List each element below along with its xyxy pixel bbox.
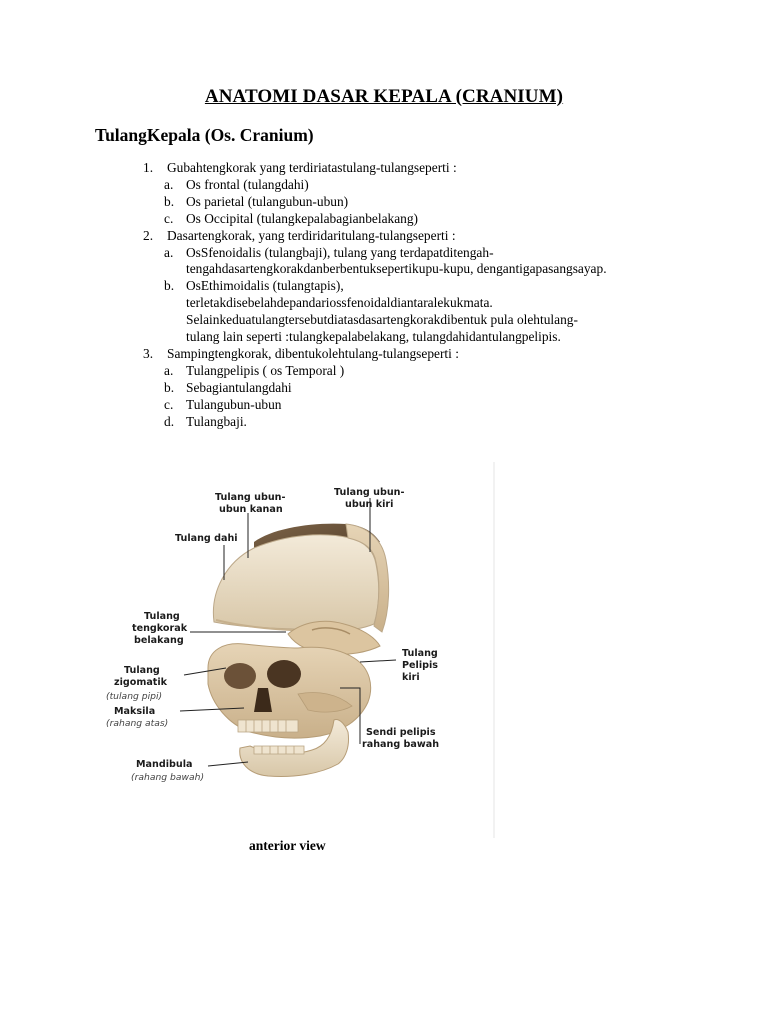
sub-list-text: tengahdasartengkorakdanberbentuksepertikupu-kupu, dengantigapasangsayap.	[186, 261, 607, 277]
list-item	[0, 160, 768, 177]
label-maksila	[106, 706, 168, 729]
list-number: 1.	[143, 160, 154, 175]
label-line: Maksila	[114, 706, 156, 717]
sub-list-item	[0, 245, 768, 279]
sub-list-item	[0, 278, 768, 346]
sub-list-item	[0, 380, 768, 397]
sub-list-text: tulang lain seperti :tulangkepalabelakang, tulangdahidantulangpelipis.	[186, 329, 561, 345]
sub-list-text: OsSfenoidalis (tulangbaji), tulang yang terdapatditengah-	[186, 244, 494, 260]
sub-list-text: terletakdisebelahdepandariossfenoidaldiantaralekukmata.	[186, 295, 493, 311]
bone-outline-list	[0, 160, 768, 431]
sub-list-letter: d.	[164, 413, 175, 429]
label-tulang-dahi	[175, 533, 238, 544]
skull-exploded-figure	[98, 462, 496, 838]
sub-list-letter: b.	[164, 379, 175, 395]
upper-teeth	[238, 720, 298, 732]
skull-illustration	[98, 462, 496, 838]
label-line: Tulang	[144, 611, 180, 622]
label-line: Tulang ubun-	[215, 492, 286, 503]
list-item-text: Sampingtengkorak, dibentukolehtulang-tulangseperti :	[167, 345, 459, 361]
sub-list-letter: a.	[164, 176, 174, 192]
label-line: belakang	[134, 635, 184, 646]
page-title: ANATOMI DASAR KEPALA (CRANIUM)	[204, 86, 564, 107]
sub-list-text: Sebagiantulangdahi	[186, 379, 292, 395]
sub-list-letter: b.	[164, 193, 175, 209]
eye-socket-left	[267, 660, 301, 688]
list-item-text: Gubahtengkorak yang terdiriatastulang-tulangseperti :	[167, 160, 457, 175]
sub-list-item	[0, 397, 768, 414]
label-line: zigomatik	[114, 677, 168, 688]
section-title: TulangKepala (Os. Cranium)	[95, 125, 314, 145]
label-line: ubun kanan	[219, 504, 283, 515]
label-line: Mandibula	[136, 759, 193, 770]
list-item	[0, 228, 768, 245]
sub-list-text: OsEthimoidalis (tulangtapis),	[186, 278, 344, 294]
sub-list-text: Os Occipital (tulangkepalabagianbelakang)	[186, 210, 419, 226]
label-tulang-pelipis-kiri	[402, 648, 438, 683]
sub-list-text: Tulangubun-ubun	[186, 396, 282, 412]
label-sendi-pelipis	[362, 727, 439, 750]
sub-list-item	[0, 414, 768, 431]
sub-list-letter: a.	[164, 244, 174, 260]
label-tulang-ubun-kiri	[334, 487, 404, 510]
label-tulang-ubun-kanan	[215, 492, 285, 515]
sub-list-text: Tulangpelipis ( os Temporal )	[186, 362, 345, 378]
label-line: Tulang dahi	[175, 533, 238, 544]
sub-list-letter: a.	[164, 362, 174, 378]
label-line: ubun kiri	[345, 499, 394, 510]
sub-list-letter: b.	[164, 278, 175, 294]
sub-list-item	[0, 194, 768, 211]
sub-list-item	[0, 363, 768, 380]
label-line: Tulang ubun-	[334, 487, 405, 498]
skull-cap-shape	[213, 524, 388, 632]
label-note: (tulang pipi)	[106, 691, 163, 702]
sub-list-text: Tulangbaji.	[186, 413, 247, 429]
lower-teeth	[254, 746, 304, 754]
sub-list-letter: c.	[164, 396, 174, 412]
label-line: Tulang	[124, 665, 160, 676]
label-line: kiri	[402, 672, 420, 683]
list-number: 3.	[143, 345, 154, 361]
label-line: rahang bawah	[362, 739, 440, 750]
sub-list-text: Selainkeduatulangtersebutdiatasdasartengkorakdibentuk pula olehtulang-	[186, 312, 578, 328]
list-item	[0, 346, 768, 363]
label-line: tengkorak	[132, 623, 188, 634]
label-mandibula	[131, 759, 204, 783]
sub-list-item	[0, 177, 768, 194]
list-number: 2.	[143, 227, 154, 243]
face-shape	[208, 644, 371, 738]
eye-socket-right	[224, 663, 256, 689]
sub-list-text: Os parietal (tulangubun-ubun)	[186, 193, 349, 209]
sub-list-text: Os frontal (tulangdahi)	[186, 176, 309, 192]
label-line: Tulang	[402, 648, 438, 659]
label-line: Pelipis	[402, 660, 438, 671]
label-note: (rahang bawah)	[131, 772, 205, 783]
label-note: (rahang atas)	[106, 718, 169, 729]
label-tulang-zigomatik	[106, 665, 168, 702]
figure-caption: anterior view	[249, 838, 326, 853]
list-item-text: Dasartengkorak, yang terdiridaritulang-tulangseperti :	[167, 227, 456, 243]
label-tulang-tengkorak-belakang	[132, 611, 188, 646]
sub-list-item	[0, 211, 768, 228]
label-line: Sendi pelipis	[366, 727, 436, 738]
sub-list-letter: c.	[164, 210, 174, 226]
